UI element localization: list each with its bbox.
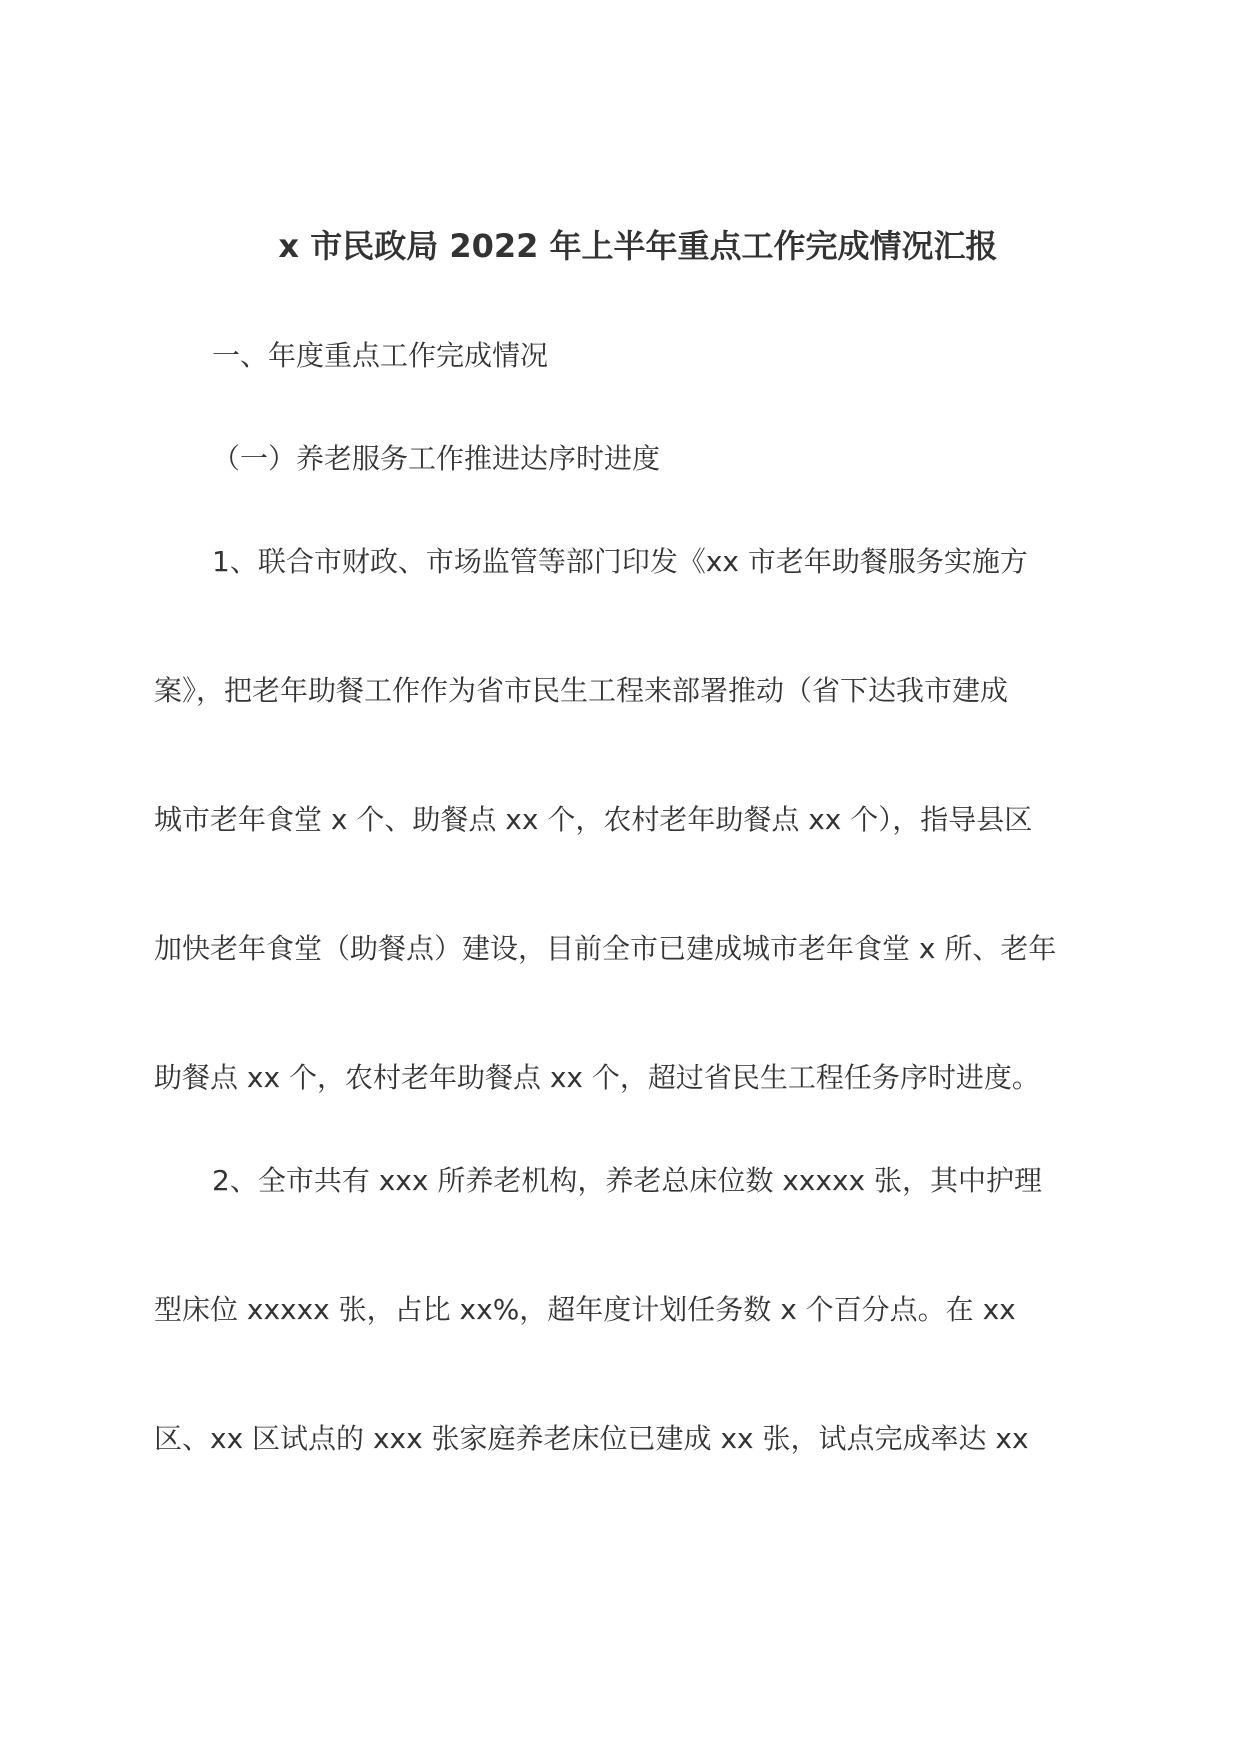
section-heading: 一、年度重点工作完成情况 — [212, 339, 549, 372]
paragraph-2-line-2: 型床位 xxxxx 张，占比 xx%，超年度计划任务数 x 个百分点。在 xx — [154, 1293, 1016, 1326]
paragraph-1-line-4: 加快老年食堂（助餐点）建设，目前全市已建成城市老年食堂 x 所、老年 — [154, 932, 1057, 965]
paragraph-2-line-3: 区、xx 区试点的 xxx 张家庭养老床位已建成 xx 张，试点完成率达 xx — [154, 1422, 1029, 1455]
paragraph-1-line-5: 助餐点 xx 个，农村老年助餐点 xx 个，超过省民生工程任务序时进度。 — [154, 1061, 1040, 1094]
paragraph-1-line-2: 案》，把老年助餐工作作为省市民生工程来部署推动（省下达我市建成 — [154, 674, 1009, 707]
paragraph-1-line-1: 1、联合市财政、市场监管等部门印发《xx 市老年助餐服务实施方 — [212, 545, 1028, 578]
paragraph-1-line-3: 城市老年食堂 x 个、助餐点 xx 个，农村老年助餐点 xx 个），指导县区 — [154, 803, 1033, 836]
subsection-heading: （一）养老服务工作推进达序时进度 — [212, 442, 661, 475]
paragraph-2-line-1: 2、全市共有 xxx 所养老机构，养老总床位数 xxxxx 张，其中护理 — [212, 1164, 1042, 1197]
document-title: x 市民政局 2022 年上半年重点工作完成情况汇报 — [278, 227, 998, 265]
